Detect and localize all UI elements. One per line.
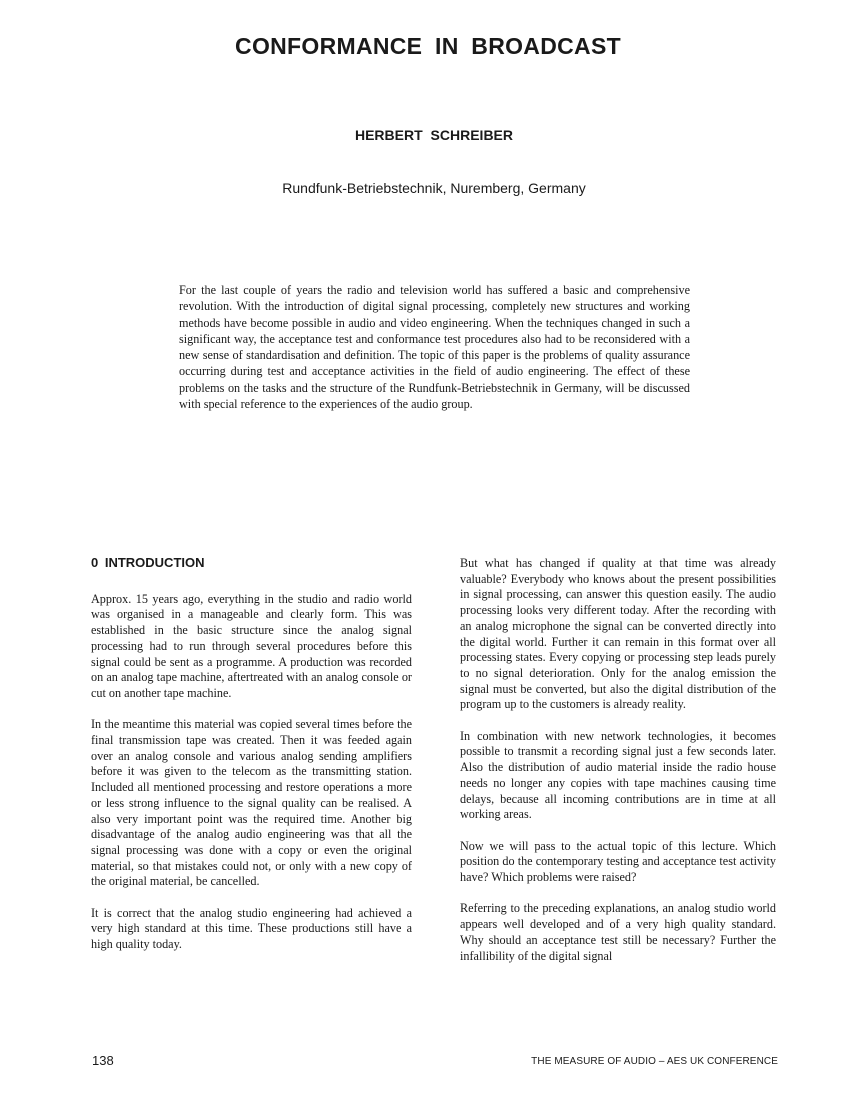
section-heading: 0 INTRODUCTION [91,555,205,570]
paper-title: CONFORMANCE IN BROADCAST [235,33,621,59]
paragraph: In the meantime this material was copied several times before the final transmission tape was created. Then it was feeded again over an analog console and various analog sending amplifiers before it was given to the telecom as the transmitting station. Included all mentioned processing and restore operations a more or less strong influence to the signal quality can be realised. A also very important point was the required time. Another big disadvantage of the analog audio engineering was that all the signal processing was done with a copy or even the original material, so that mistakes could not, or only with a new copy of the original material, be cancelled. [91,717,412,889]
paragraph: Approx. 15 years ago, everything in the studio and radio world was organised in a manageable and clearly form. This was established in the basic structure since the analog signal processing had to run through several procedures before this signal could be sent as a programme. A production was recorded on an analog tape machine, aftertreated with an analog console or cut on another tape machine. [91,591,412,700]
author-affiliation: Rundfunk-Betriebstechnik, Nuremberg, Germany [282,180,586,196]
paragraph: But what has changed if quality at that time was already valuable? Everybody who knows about the present possibilities in signal processing, can answer this question easily. The audio processing looks very different today. After the recording with an analog microphone the signal can be converted directly into the digital world. Further it can remain in this format over all processing states. Every copying or processing step leads purely to no signal deterioration. Only for the analog emission the signal must be converted, but also the digital distribution of the program up to the customers is already reality. [460,556,776,712]
author-name: HERBERT SCHREIBER [354,127,513,143]
paragraph: Referring to the preceding explanations, an analog studio world appears well developed and of a very high quality standard. Why should an acceptance test still be necessary? Further the infallibility of the digital signal [460,901,776,963]
running-footer: THE MEASURE OF AUDIO – AES UK CONFERENCE [531,1056,778,1067]
right-column [460,556,776,980]
left-column [91,555,412,969]
abstract: For the last couple of years the radio and television world has suffered a basic and comprehensive revolution. With the introduction of digital signal processing, completely new structures and working methods have become possible in audio and video engineering. When the techniques changed in such a significant way, the acceptance test and conformance test procedures also had to be reconsidered with a new sense of standardisation and definition. The topic of this paper is the problems of quality assurance occurring during test and acceptance activities in the field of audio engineering. The effect of these problems on the tasks and the structure of the Rundfunk-Betriebstechnik in Germany, will be discussed with special reference to the experiences of the audio group. [179,283,690,412]
paragraph: It is correct that the analog studio engineering had achieved a very high standard at this time. These productions still have a high quality today. [91,905,412,952]
page-number: 138 [92,1053,114,1068]
paragraph: Now we will pass to the actual topic of this lecture. Which position do the contemporary testing and acceptance test activity have? Which problems were raised? [460,838,776,885]
paragraph: In combination with new network technologies, it becomes possible to transmit a recording signal just a few seconds later. Also the distribution of audio material inside the radio house needs no longer any copies with tape machines causing time delays, because all incoming contributions are in time at all working areas. [460,728,776,822]
